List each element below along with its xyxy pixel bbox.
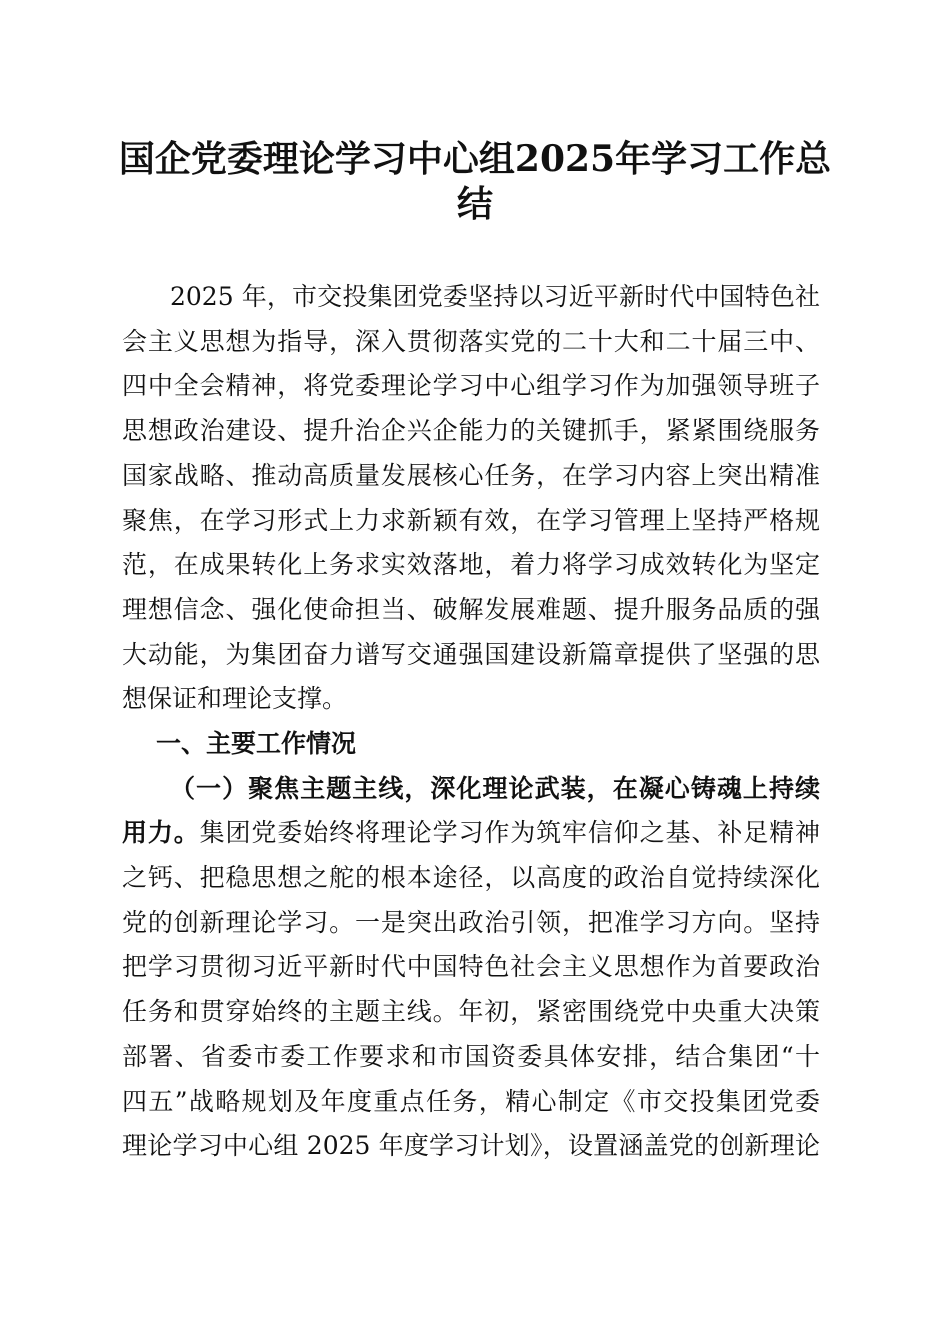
paragraph-text: 集团党委始终将理论学习作为筑牢信仰之基、补足精神 bbox=[199, 818, 820, 847]
subsection-heading: （一）聚焦主题主线，深化理论武装，在凝心铸魂上持续 bbox=[170, 774, 820, 803]
paragraph-line: 任务和贯穿始终的主题主线。年初，紧密围绕党中央重大决策 bbox=[122, 997, 820, 1027]
paragraph-line: 党的创新理论学习。一是突出政治引领，把准学习方向。坚持 bbox=[122, 907, 820, 937]
paragraph-line: 理论学习中心组 2025 年度学习计划》，设置涵盖党的创新理论 bbox=[122, 1131, 820, 1161]
paragraph-line: 2025 年，市交投集团党委坚持以习近平新时代中国特色社 bbox=[170, 282, 820, 311]
paragraph-line: 想保证和理论支撑。 bbox=[122, 684, 348, 714]
paragraph-line: 四五”战略规划及年度重点任务，精心制定《市交投集团党委 bbox=[122, 1086, 820, 1116]
paragraph-line: 理想信念、强化使命担当、破解发展难题、提升服务品质的强 bbox=[122, 594, 820, 624]
paragraph-line: 思想政治建设、提升治企兴企能力的关键抓手，紧紧围绕服务 bbox=[122, 416, 820, 446]
paragraph-line: 会主义思想为指导，深入贯彻落实党的二十大和二十届三中、 bbox=[122, 326, 820, 356]
paragraph-line: 之钙、把稳思想之舵的根本途径，以高度的政治自觉持续深化 bbox=[122, 863, 820, 892]
paragraph-line bbox=[122, 811, 820, 855]
paragraph-line: 大动能，为集团奋力谱写交通强国建设新篇章提供了坚强的思 bbox=[122, 639, 820, 669]
paragraph-line: 把学习贯彻习近平新时代中国特色社会主义思想作为首要政治 bbox=[122, 952, 820, 982]
paragraph-line: 四中全会精神，将党委理论学习中心组学习作为加强领导班子 bbox=[122, 371, 820, 401]
section-heading: 一、主要工作情况 bbox=[156, 729, 357, 758]
document-title-line-1: 国企党委理论学习中心组2025年学习工作总 bbox=[118, 138, 832, 180]
subsection-heading-end: 用力。 bbox=[122, 818, 200, 847]
document-title-line-2: 结 bbox=[456, 183, 493, 225]
paragraph-line: 范，在成果转化上务求实效落地，着力将学习成效转化为坚定 bbox=[122, 550, 820, 580]
paragraph-line: 聚焦，在学习形式上力求新颖有效，在学习管理上坚持严格规 bbox=[122, 505, 820, 535]
paragraph-line: 部署、省委市委工作要求和市国资委具体安排，结合集团“十 bbox=[122, 1041, 820, 1071]
paragraph-line: 国家战略、推动高质量发展核心任务，在学习内容上突出精准 bbox=[122, 460, 820, 490]
